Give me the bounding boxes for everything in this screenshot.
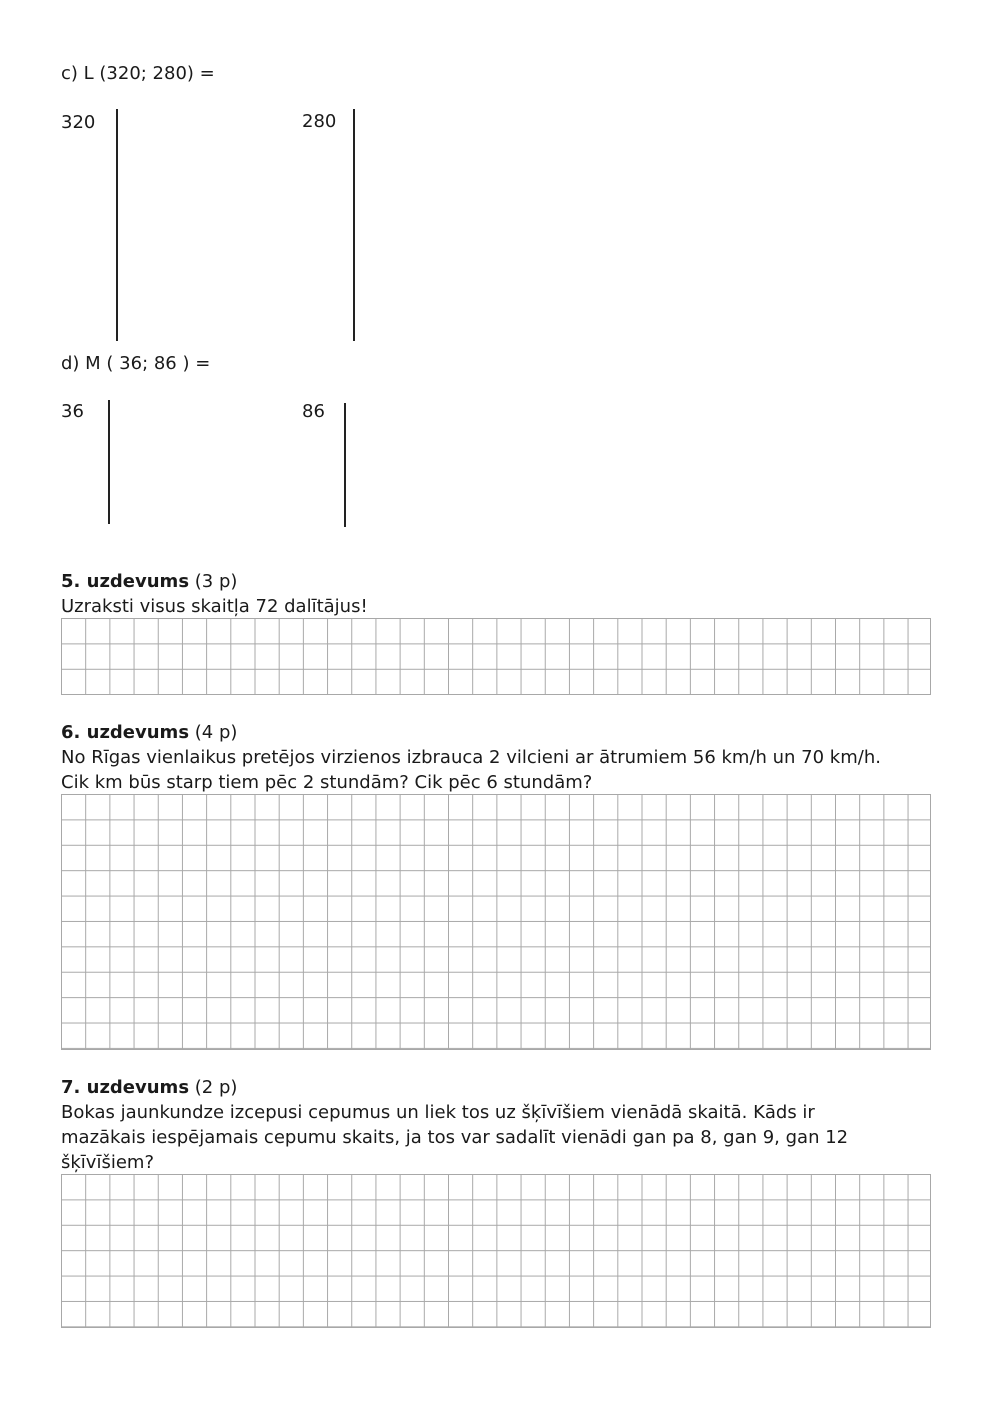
task6-points: (4 p) (194, 722, 238, 743)
part-d-heading: d) M ( 36; 86 ) = (61, 353, 211, 374)
task7-answer-grid[interactable] (61, 1174, 931, 1328)
task5-header (61, 573, 237, 591)
task5-text: Uzraksti visus skaitļa 72 dalītājus! (61, 596, 368, 617)
part-d-left-division-line (108, 400, 110, 524)
task6-text-line2: Cik km būs starp tiem pēc 2 stundām? Cik pēc 6 stundām? (61, 772, 593, 793)
task6-title: 6. uzdevums (61, 722, 190, 743)
part-d-right-number: 86 (302, 401, 325, 422)
task7-text-line3: šķīvīšiem? (61, 1152, 154, 1173)
task5-answer-grid[interactable] (61, 618, 931, 695)
task7-title: 7. uzdevums (61, 1077, 190, 1098)
task6-text-line1: No Rīgas vienlaikus pretējos virzienos izbrauca 2 vilcieni ar ātrumiem 56 km/h un 70 km/h. (61, 747, 881, 768)
task7-header (61, 1079, 237, 1097)
part-c-right-number: 280 (302, 111, 337, 132)
part-c-left-division-line (116, 109, 118, 341)
task6-header (61, 724, 237, 742)
part-c-right-division-line (353, 109, 355, 341)
task7-text-line1: Bokas jaunkundze izcepusi cepumus un liek tos uz šķīvīšiem vienādā skaitā. Kāds ir (61, 1102, 815, 1123)
task5-points: (3 p) (194, 571, 238, 592)
task6-answer-grid[interactable] (61, 794, 931, 1050)
part-d-right-division-line (344, 403, 346, 527)
task5-title: 5. uzdevums (61, 571, 190, 592)
part-c-heading: c) L (320; 280) = (61, 63, 215, 84)
task7-points: (2 p) (194, 1077, 238, 1098)
task7-text-line2: mazākais iespējamais cepumu skaits, ja tos var sadalīt vienādi gan pa 8, gan 9, gan 12 (61, 1127, 849, 1148)
part-c-left-number: 320 (61, 112, 96, 133)
part-d-left-number: 36 (61, 401, 84, 422)
